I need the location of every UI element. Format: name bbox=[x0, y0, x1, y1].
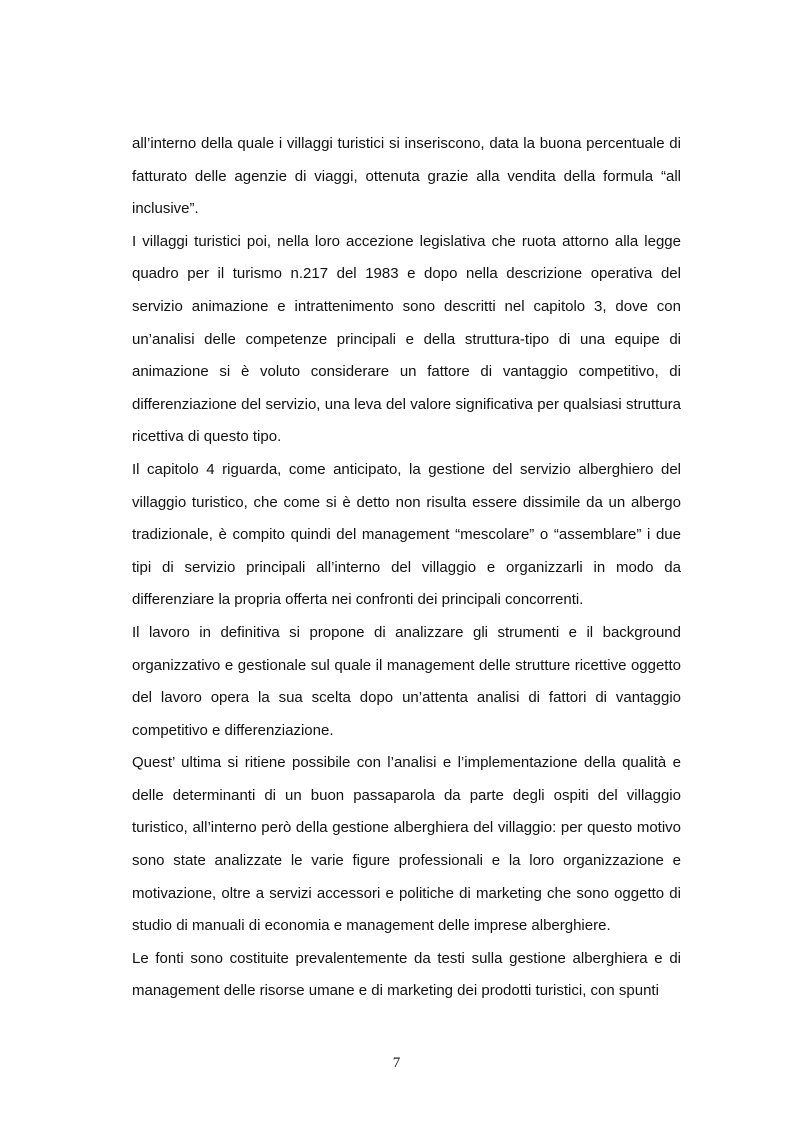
paragraph-1: all’interno della quale i villaggi turistici si inseriscono, data la buona percentuale di fatturato delle agenzie di viaggi, ottenuta grazie alla vendita della formula “all inclusive”. bbox=[132, 135, 681, 218]
paragraph-2: I villaggi turistici poi, nella loro accezione legislativa che ruota attorno alla legge quadro per il turismo n.217 del 1983 e dopo nella descrizione operativa del servizio animazione e intrattenimento sono descritti nel capitolo 3, dove con un’analisi delle competenze principali e della struttura-tipo di una equipe di animazione si è voluto considerare un fattore di vantaggio competitivo, di differenziazione del servizio, una leva del valore significativa per qualsiasi struttura ricettiva di questo tipo. bbox=[132, 232, 681, 446]
page-number: 7 bbox=[392, 1055, 401, 1071]
paragraph-3: Il capitolo 4 riguarda, come anticipato, la gestione del servizio alberghiero del villaggio turistico, che come si è detto non risulta essere dissimile da un albergo tradizionale, è compito quindi del management “mescolare” o “assemblare” i due tipi di servizio principali all’interno del villaggio e organizzarli in modo da differenziare la propria offerta nei confronti dei principali concorrenti. bbox=[132, 460, 681, 609]
body-text bbox=[132, 128, 681, 1008]
paragraph-4: Il lavoro in definitiva si propone di analizzare gli strumenti e il background organizzativo e gestionale sul quale il management delle strutture ricettive oggetto del lavoro opera la sua scelta dopo un’attenta analisi di fattori di vantaggio competitivo e differenziazione. bbox=[132, 623, 681, 739]
paragraph-6: Le fonti sono costituite prevalentemente da testi sulla gestione alberghiera e di management delle risorse umane e di marketing dei prodotti turistici, con spunti bbox=[132, 949, 681, 1000]
paragraph-5: Quest’ ultima si ritiene possibile con l’analisi e l’implementazione della qualità e delle determinanti di un buon passaparola da parte degli ospiti del villaggio turistico, all’interno però della gestione alberghiera del villaggio: per questo motivo sono state analizzate le varie figure professionali e la loro organizzazione e motivazione, oltre a servizi accessori e politiche di marketing che sono oggetto di studio di manuali di economia e management delle imprese alberghiere. bbox=[132, 754, 681, 935]
